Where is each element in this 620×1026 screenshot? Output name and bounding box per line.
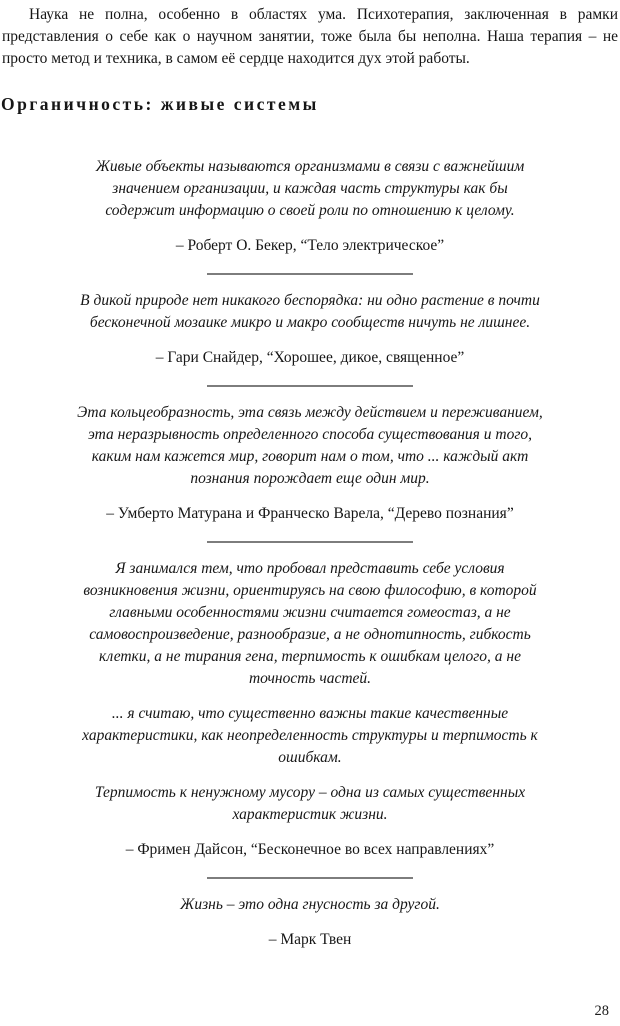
quote-attribution: – Гари Снайдер, “Хорошее, дикое, священное” <box>155 349 465 366</box>
quote-paragraph: Жизнь – это одна гнусность за другой. <box>180 896 440 913</box>
quote-block <box>76 402 544 543</box>
intro-paragraph: Наука не полна, особенно в областях ума. Психотерапия, заключенная в рамки представления о себе как о научном занятии, тоже была бы неполна. Наша терапия – не просто метод и техника, в самом её сердце находится дух этой работы. <box>2 6 618 67</box>
page-number: 28 <box>594 1003 609 1019</box>
quote-text <box>76 558 544 826</box>
quote-text <box>76 894 544 916</box>
quote-text <box>76 402 544 490</box>
separator-line <box>207 273 413 275</box>
quote-block <box>76 290 544 387</box>
quotes-section <box>0 156 620 951</box>
quote-attribution: – Умберто Матурана и Франческо Варела, “Дерево познания” <box>106 505 514 522</box>
quote-block <box>76 156 544 275</box>
separator-line <box>207 877 413 879</box>
quote-paragraph: В дикой природе нет никакого беспорядка: ни одно растение в почти бесконечной мозаике микро и макро сообществ ничуть не лишнее. <box>80 292 540 331</box>
quote-paragraph: Эта кольцеобразность, эта связь между действием и переживанием, эта неразрывность определенного способа существования и того, каким нам кажется мир, говорит нам о том, что ... каждый акт познания порождает еще один мир. <box>77 404 543 487</box>
quote-attribution: – Роберт О. Бекер, “Тело электрическое” <box>175 237 445 254</box>
quote-attribution: – Фримен Дайсон, “Бесконечное во всех направлениях” <box>125 841 495 858</box>
quote-block <box>76 558 544 879</box>
section-heading: Органичность: живые системы <box>1 94 319 114</box>
quote-text <box>76 290 544 334</box>
quote-text <box>76 156 544 222</box>
quote-paragraph: ... я считаю, что существенно важны такие качественные характеристики, как неопределенность структуры и терпимость к ошибкам. <box>82 705 538 766</box>
separator-line <box>207 541 413 543</box>
quote-block <box>76 894 544 951</box>
separator-line <box>207 385 413 387</box>
quote-paragraph: Терпимость к ненужному мусору – одна из самых существенных характеристик жизни. <box>94 784 526 823</box>
quote-paragraph: Я занимался тем, что пробовал представить себе условия возникновения жизни, ориентируясь на свою философию, в которой главными особенностями жизни считается гомеостаз, а не самовоспроизведение, разнообразие, а не однотипность, гибкость клетки, а не тирания гена, терпимость к ошибкам целого, а не точность частей. <box>83 560 537 687</box>
quote-paragraph: Живые объекты называются организмами в связи с важнейшим значением организации, и каждая часть структуры как бы содержит информацию о своей роли по отношению к целому. <box>95 158 525 219</box>
quote-attribution: – Марк Твен <box>268 931 352 948</box>
